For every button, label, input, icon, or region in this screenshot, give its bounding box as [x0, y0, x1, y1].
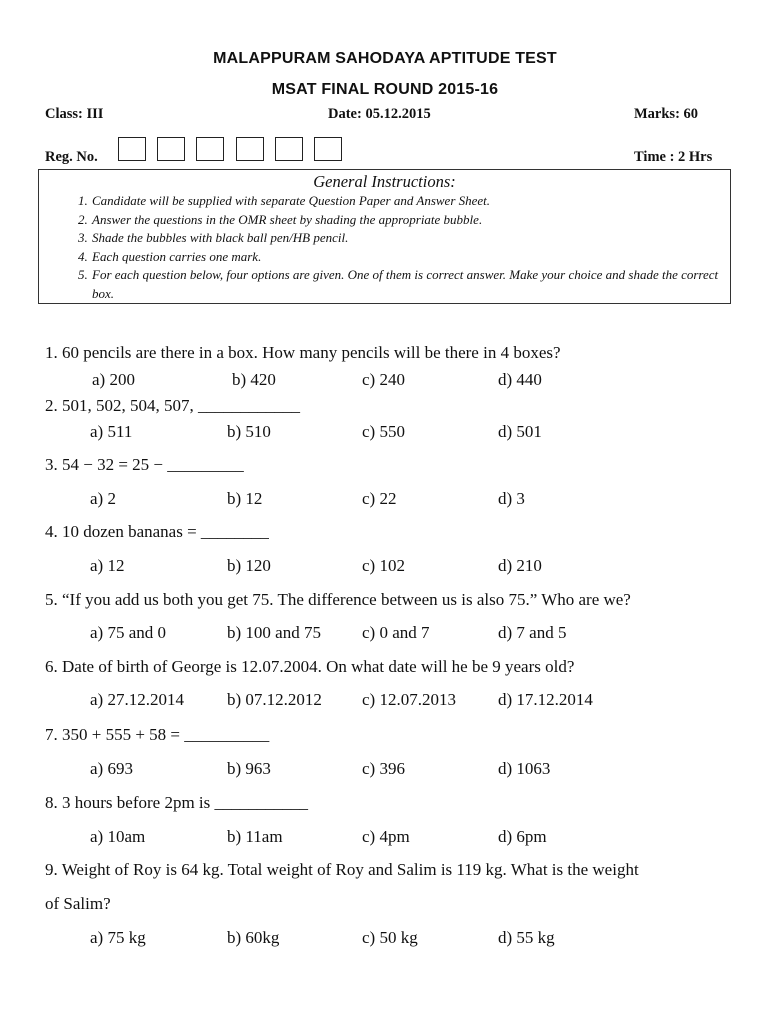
option-b: b) 420 [232, 370, 276, 389]
option-d: d) 17.12.2014 [498, 690, 593, 709]
question-3: 3. 54 − 32 = 25 − _________ [45, 455, 244, 474]
page-subtitle: MSAT FINAL ROUND 2015-16 [271, 81, 499, 98]
option-c: c) 22 [362, 489, 397, 508]
reg-no-box[interactable] [157, 137, 185, 161]
option-a: a) 2 [90, 489, 116, 508]
option-b: b) 100 and 75 [227, 623, 321, 642]
option-c: c) 4pm [362, 827, 410, 846]
option-b: b) 60kg [227, 928, 280, 947]
question-5: 5. “If you add us both you get 75. The difference between us is also 75.” Who are we? [45, 590, 631, 609]
option-a: a) 75 kg [90, 928, 146, 947]
question-1: 1. 60 pencils are there in a box. How many pencils will be there in 4 boxes? [45, 343, 561, 362]
option-d: d) 440 [498, 370, 542, 389]
question-8: 8. 3 hours before 2pm is ___________ [45, 793, 309, 812]
option-b: b) 07.12.2012 [227, 690, 322, 709]
reg-no-box[interactable] [196, 137, 224, 161]
instruction-item: 1. Candidate will be supplied with separate Question Paper and Answer Sheet. [91, 192, 729, 211]
option-d: d) 55 kg [498, 928, 555, 947]
marks-label: Marks: 60 [634, 106, 699, 122]
instruction-item: 3. Shade the bubbles with black ball pen/HB pencil. [91, 229, 729, 248]
question-9-continued: of Salim? [45, 894, 111, 913]
time-label: Time : 2 Hrs [634, 149, 713, 165]
option-d: d) 3 [498, 489, 525, 508]
option-c: c) 396 [362, 759, 405, 778]
class-label: Class: III [45, 106, 104, 122]
option-c: c) 240 [362, 370, 405, 389]
option-b: b) 963 [227, 759, 271, 778]
option-d: d) 210 [498, 556, 542, 575]
instructions-title: General Instructions: [313, 172, 456, 191]
option-b: b) 120 [227, 556, 271, 575]
general-instructions-box [38, 169, 731, 304]
option-b: b) 510 [227, 422, 271, 441]
option-c: c) 12.07.2013 [362, 690, 456, 709]
option-b: b) 11am [227, 827, 283, 846]
question-9: 9. Weight of Roy is 64 kg. Total weight of Roy and Salim is 119 kg. What is the weight [45, 860, 639, 879]
option-d: d) 1063 [498, 759, 551, 778]
option-a: a) 693 [90, 759, 133, 778]
instructions-list [39, 192, 729, 303]
question-7: 7. 350 + 555 + 58 = __________ [45, 725, 270, 744]
option-a: a) 27.12.2014 [90, 690, 184, 709]
option-d: d) 6pm [498, 827, 547, 846]
reg-no-box[interactable] [314, 137, 342, 161]
option-c: c) 50 kg [362, 928, 418, 947]
option-a: a) 12 [90, 556, 125, 575]
option-a: a) 75 and 0 [90, 623, 167, 642]
question-6: 6. Date of birth of George is 12.07.2004. On what date will he be 9 years old? [45, 657, 575, 676]
reg-no-box[interactable] [118, 137, 146, 161]
page-title: MALAPPURAM SAHODAYA APTITUDE TEST [213, 50, 557, 67]
option-d: d) 7 and 5 [498, 623, 567, 642]
option-a: a) 200 [92, 370, 135, 389]
instruction-item: 5. For each question below, four options are given. One of them is correct answer. Make your choice and shade the correct box. [91, 266, 729, 303]
option-c: c) 102 [362, 556, 405, 575]
option-c: c) 0 and 7 [362, 623, 430, 642]
question-4: 4. 10 dozen bananas = ________ [45, 522, 269, 541]
reg-no-box[interactable] [275, 137, 303, 161]
date-label: Date: 05.12.2015 [328, 106, 431, 122]
option-b: b) 12 [227, 489, 263, 508]
option-a: a) 10am [90, 827, 146, 846]
option-d: d) 501 [498, 422, 542, 441]
instruction-item: 4. Each question carries one mark. [91, 248, 729, 267]
option-a: a) 511 [90, 422, 133, 441]
reg-no-label: Reg. No. [45, 149, 98, 165]
instruction-item: 2. Answer the questions in the OMR sheet by shading the appropriate bubble. [91, 211, 729, 230]
reg-no-box[interactable] [236, 137, 264, 161]
question-2: 2. 501, 502, 504, 507, ____________ [45, 396, 300, 415]
option-c: c) 550 [362, 422, 405, 441]
